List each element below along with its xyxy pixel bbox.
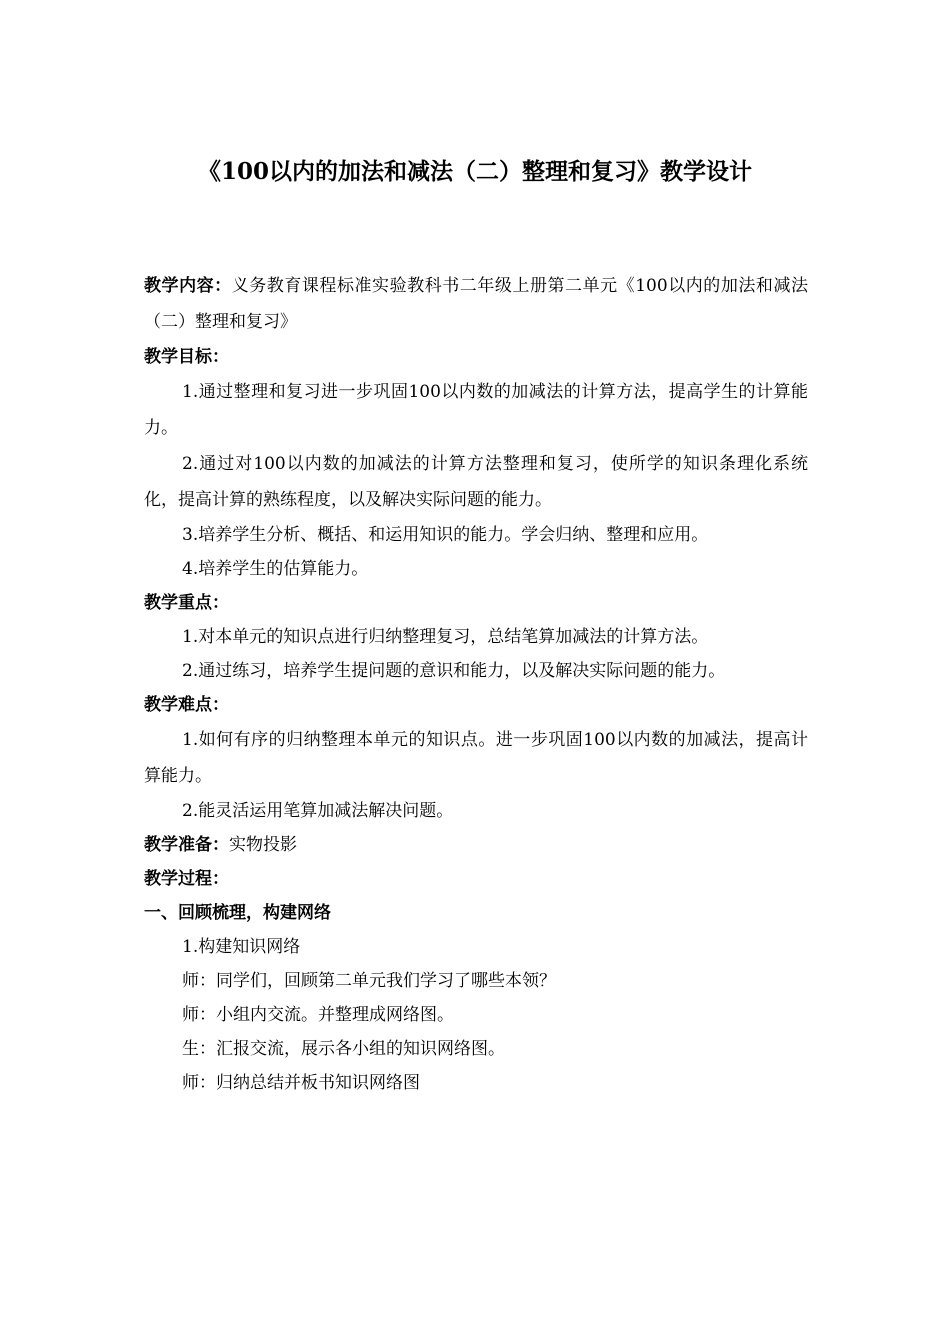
objective-item: 4.培养学生的估算能力。 xyxy=(182,559,369,579)
teaching-preparation-text: 实物投影 xyxy=(229,835,297,855)
document-body xyxy=(144,268,808,1100)
difficulty-item: 2.能灵活运用笔算加减法解决问题。 xyxy=(182,801,454,821)
objective-item: 3.培养学生分析、概括、和运用知识的能力。学会归纳、整理和应用。 xyxy=(182,525,709,545)
difficulty-item: 1.如何有序的归纳整理本单元的知识点。进一步巩固100以内数的加减法，提高计算能力。 xyxy=(144,730,808,786)
process-step: 生：汇报交流，展示各小组的知识网络图。 xyxy=(182,1039,505,1059)
objective-item: 2.通过对100以内数的加减法的计算方法整理和复习，使所学的知识条理化系统化，提高计算的熟练程度，以及解决实际问题的能力。 xyxy=(144,454,808,510)
teaching-content-text: 义务教育课程标准实验教科书二年级上册第二单元《100以内的加法和减法（二）整理和复习》 xyxy=(144,276,808,332)
teaching-preparation xyxy=(144,828,808,862)
objectives-heading: 教学目标： xyxy=(144,347,229,367)
process-step: 师：同学们，回顾第二单元我们学习了哪些本领？ xyxy=(182,971,556,991)
key-points-heading: 教学重点： xyxy=(144,593,229,613)
section-heading: 一、回顾梳理，构建网络 xyxy=(144,903,331,923)
process-step: 师：归纳总结并板书知识网络图 xyxy=(182,1073,420,1093)
teaching-preparation-label: 教学准备： xyxy=(144,835,229,855)
key-point-item: 1.对本单元的知识点进行归纳整理复习，总结笔算加减法的计算方法。 xyxy=(182,627,709,647)
process-step: 1.构建知识网络 xyxy=(182,937,301,957)
teaching-content xyxy=(144,268,808,340)
process-step: 师：小组内交流。并整理成网络图。 xyxy=(182,1005,454,1025)
objective-item: 1.通过整理和复习进一步巩固100以内数的加减法的计算方法，提高学生的计算能力。 xyxy=(144,382,808,438)
key-point-item: 2.通过练习，培养学生提问题的意识和能力，以及解决实际问题的能力。 xyxy=(182,661,726,681)
difficulties-heading: 教学难点： xyxy=(144,695,229,715)
process-heading: 教学过程： xyxy=(144,869,229,889)
document-title: 《100以内的加法和减法（二）整理和复习》教学设计 xyxy=(197,158,752,185)
teaching-content-label: 教学内容： xyxy=(144,276,232,296)
